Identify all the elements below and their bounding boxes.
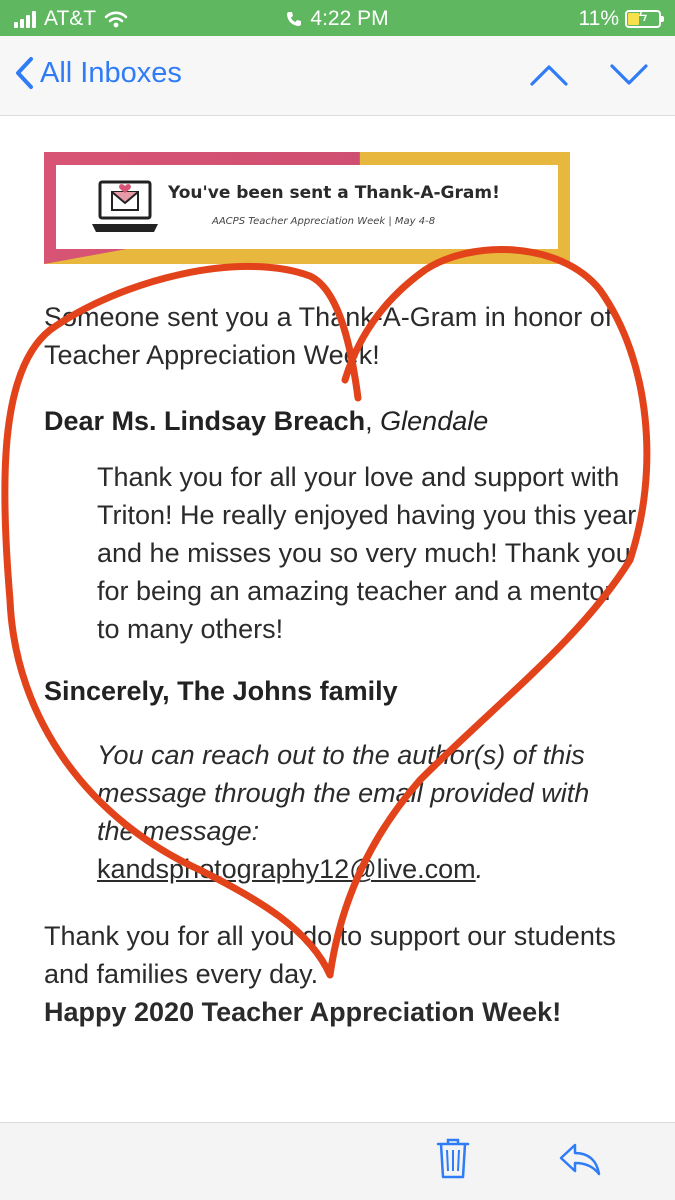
phone-icon bbox=[286, 11, 302, 27]
bottom-toolbar bbox=[0, 1122, 675, 1200]
thank-a-gram-banner bbox=[44, 152, 570, 264]
banner-title: You've been sent a Thank-A-Gram! bbox=[168, 183, 500, 203]
contact-email-link[interactable]: kandsphotography12@live.com bbox=[97, 854, 476, 884]
back-button[interactable] bbox=[14, 56, 182, 90]
next-message-button[interactable] bbox=[609, 62, 649, 88]
reply-icon[interactable] bbox=[558, 1141, 602, 1177]
contact-note: You can reach out to the author(s) of this message through the email provided with the message: kandsphotography12@live.com. bbox=[97, 740, 590, 884]
greeting: Dear Ms. Lindsay Breach, Glendale bbox=[44, 406, 489, 436]
battery-icon bbox=[625, 10, 661, 28]
carrier-label: AT&T bbox=[44, 7, 97, 30]
nav-bar bbox=[0, 36, 675, 116]
charging-bolt-icon: ϟ bbox=[638, 8, 648, 25]
closing-bold: Happy 2020 Teacher Appreciation Week! bbox=[44, 997, 562, 1027]
status-bar bbox=[0, 0, 675, 36]
status-right bbox=[579, 7, 661, 31]
signoff: Sincerely, The Johns family bbox=[44, 676, 398, 706]
chevron-left-icon bbox=[14, 56, 34, 90]
battery-percent: 11% bbox=[578, 7, 619, 30]
recipient-name: Dear Ms. Lindsay Breach bbox=[44, 406, 366, 436]
intro-text: Someone sent you a Thank-A-Gram in honor of Teacher Appreciation Week! bbox=[44, 302, 613, 370]
thank-you-message: Thank you for all your love and support with Triton! He really enjoyed having you this year and he misses you so very much! Thank you for being an amazing teacher and a mentor to many others! bbox=[97, 462, 637, 644]
email-body bbox=[44, 152, 644, 1031]
school-name: Glendale bbox=[380, 406, 489, 436]
closing-text: Thank you for all you do to support our students and families every day. bbox=[44, 921, 616, 989]
closing bbox=[44, 917, 644, 1031]
clock: 4:22 PM bbox=[310, 7, 389, 30]
banner-subtitle: AACPS Teacher Appreciation Week | May 4-8 bbox=[212, 216, 436, 227]
back-label: All Inboxes bbox=[40, 56, 182, 89]
previous-message-button[interactable] bbox=[529, 62, 569, 88]
trash-icon[interactable] bbox=[435, 1136, 471, 1180]
contact-text: You can reach out to the author(s) of this message through the email provided with the message: bbox=[97, 740, 590, 846]
status-center bbox=[0, 7, 675, 31]
laptop-envelope-icon bbox=[90, 180, 160, 236]
message-nav bbox=[529, 62, 649, 88]
